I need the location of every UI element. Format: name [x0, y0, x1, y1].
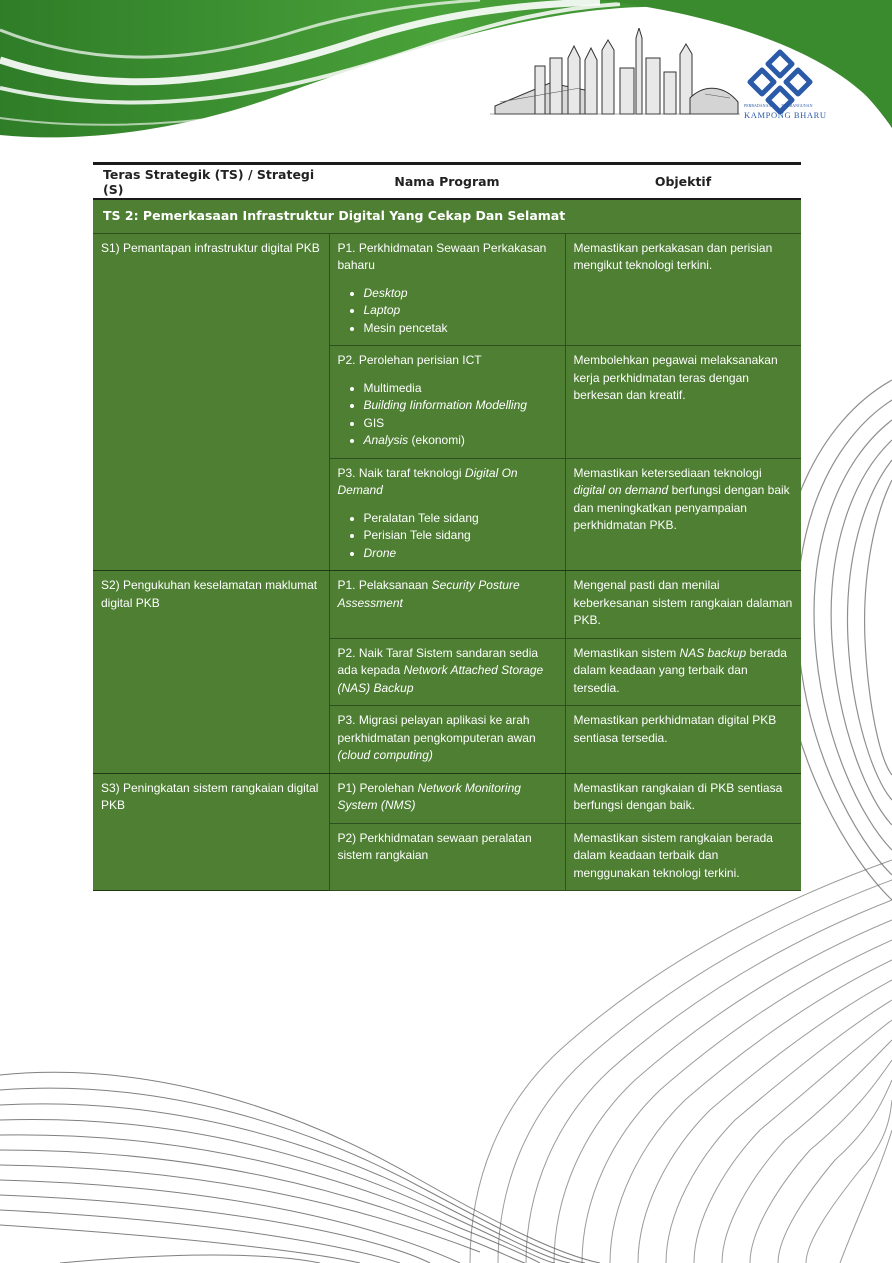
table-row	[93, 233, 801, 346]
column-header-objective: Objektif	[565, 164, 801, 200]
program-name: P2. Perolehan perisian ICT	[337, 353, 482, 367]
strategy-s1: S1) Pemantapan infrastruktur digital PKB	[93, 233, 329, 571]
column-header-strategy: Teras Strategik (TS) / Strategi (S)	[93, 164, 329, 200]
objective-s1-p3: Memastikan ketersediaan teknologi digital on demand berfungsi dengan baik dan meningkatkan penyampaian perkhidmatan PKB.	[565, 458, 801, 571]
program-s1-p2	[329, 346, 565, 459]
program-item-list	[338, 510, 557, 563]
list-item: • Peralatan Tele sidang	[364, 510, 557, 528]
objective-s2-p3: Memastikan perkhidmatan digital PKB sentiasa tersedia.	[565, 706, 801, 774]
strategy-s3: S3) Peningkatan sistem rangkaian digital PKB	[93, 773, 329, 891]
table-row	[93, 773, 801, 823]
program-s2-p2: P2. Naik Taraf Sistem sandaran sedia ada kepada Network Attached Storage (NAS) Backup	[329, 638, 565, 706]
program-item-list	[338, 285, 557, 338]
objective-s3-p1: Memastikan rangkaian di PKB sentiasa berfungsi dengan baik.	[565, 773, 801, 823]
logo-caption-name: KAMPONG BHARU	[744, 110, 827, 120]
section-title-row	[93, 199, 801, 233]
program-s3-p2: P2) Perkhidmatan sewaan peralatan sistem rangkaian	[329, 823, 565, 891]
column-header-program: Nama Program	[329, 164, 565, 200]
list-item: • Drone	[364, 545, 557, 563]
program-s3-p1: P1) Perolehan Network Monitoring System (NMS)	[329, 773, 565, 823]
objective-s2-p2: Memastikan sistem NAS backup berada dalam keadaan yang terbaik dan tersedia.	[565, 638, 801, 706]
program-item-list	[338, 380, 557, 450]
list-item: • Analysis (ekonomi)	[364, 432, 557, 450]
objective-s1-p2: Membolehkan pegawai melaksanakan kerja perkhidmatan teras dengan berkesan dan kreatif.	[565, 346, 801, 459]
program-s2-p3: P3. Migrasi pelayan aplikasi ke arah perkhidmatan pengkomputeran awan (cloud computing)	[329, 706, 565, 774]
objective-s3-p2: Memastikan sistem rangkaian berada dalam keadaan terbaik dan menggunakan teknologi terkini.	[565, 823, 801, 891]
program-s1-p1	[329, 233, 565, 346]
program-s1-p3	[329, 458, 565, 571]
list-item: • Mesin pencetak	[364, 320, 557, 338]
list-item: • Perisian Tele sidang	[364, 527, 557, 545]
table-header-row	[93, 164, 801, 200]
objective-s1-p1: Memastikan perkakasan dan perisian mengikut teknologi terkini.	[565, 233, 801, 346]
list-item: • Multimedia	[364, 380, 557, 398]
program-s2-p1: P1. Pelaksanaan Security Posture Assessment	[329, 571, 565, 639]
objective-s2-p1: Mengenal pasti dan menilai keberkesanan sistem rangkaian dalaman PKB.	[565, 571, 801, 639]
logo-caption-small: PERBADANAN PEMBANGUNAN	[744, 103, 813, 108]
strategy-s2: S2) Pengukuhan keselamatan maklumat digital PKB	[93, 571, 329, 774]
table-row	[93, 571, 801, 639]
list-item: • Laptop	[364, 302, 557, 320]
list-item: • Desktop	[364, 285, 557, 303]
city-skyline-illustration	[490, 28, 740, 120]
program-name: P3. Naik taraf teknologi Digital On Demand	[337, 465, 518, 497]
program-name: P1. Perkhidmatan Sewaan Perkakasan baharu	[337, 240, 547, 272]
strategy-table	[93, 162, 801, 891]
list-item: • GIS	[364, 415, 557, 433]
list-item: • Building Iinformation Modelling	[364, 397, 557, 415]
section-title: TS 2: Pemerkasaan Infrastruktur Digital Yang Cekap Dan Selamat	[93, 199, 801, 233]
